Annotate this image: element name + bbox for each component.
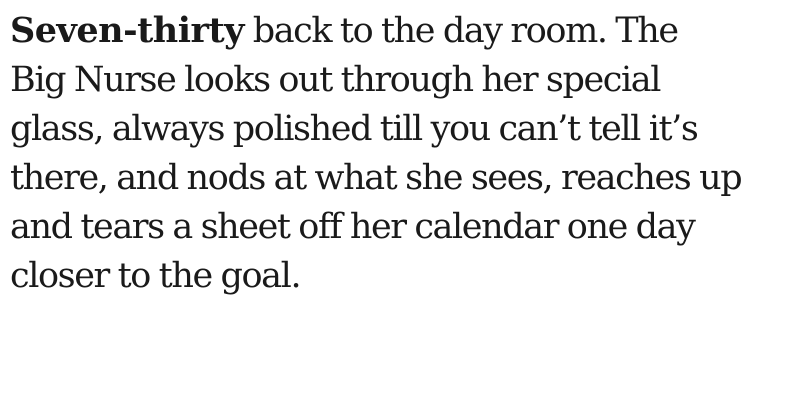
passage-line-1 [10,6,786,56]
text-passage [10,6,786,301]
lead-in: Seven-thirty [10,10,244,51]
passage-line-3: glass, always polished till you can’t tell it’s [10,109,698,149]
passage-line-5: and tears a sheet off her calendar one day [10,207,695,247]
passage-line-4: there, and nods at what she sees, reaches up [10,158,742,198]
passage-line-1-text: back to the day room. The [243,11,678,51]
passage-line-6: closer to the goal. [10,256,301,296]
passage-line-2: Big Nurse looks out through her special [10,60,661,100]
